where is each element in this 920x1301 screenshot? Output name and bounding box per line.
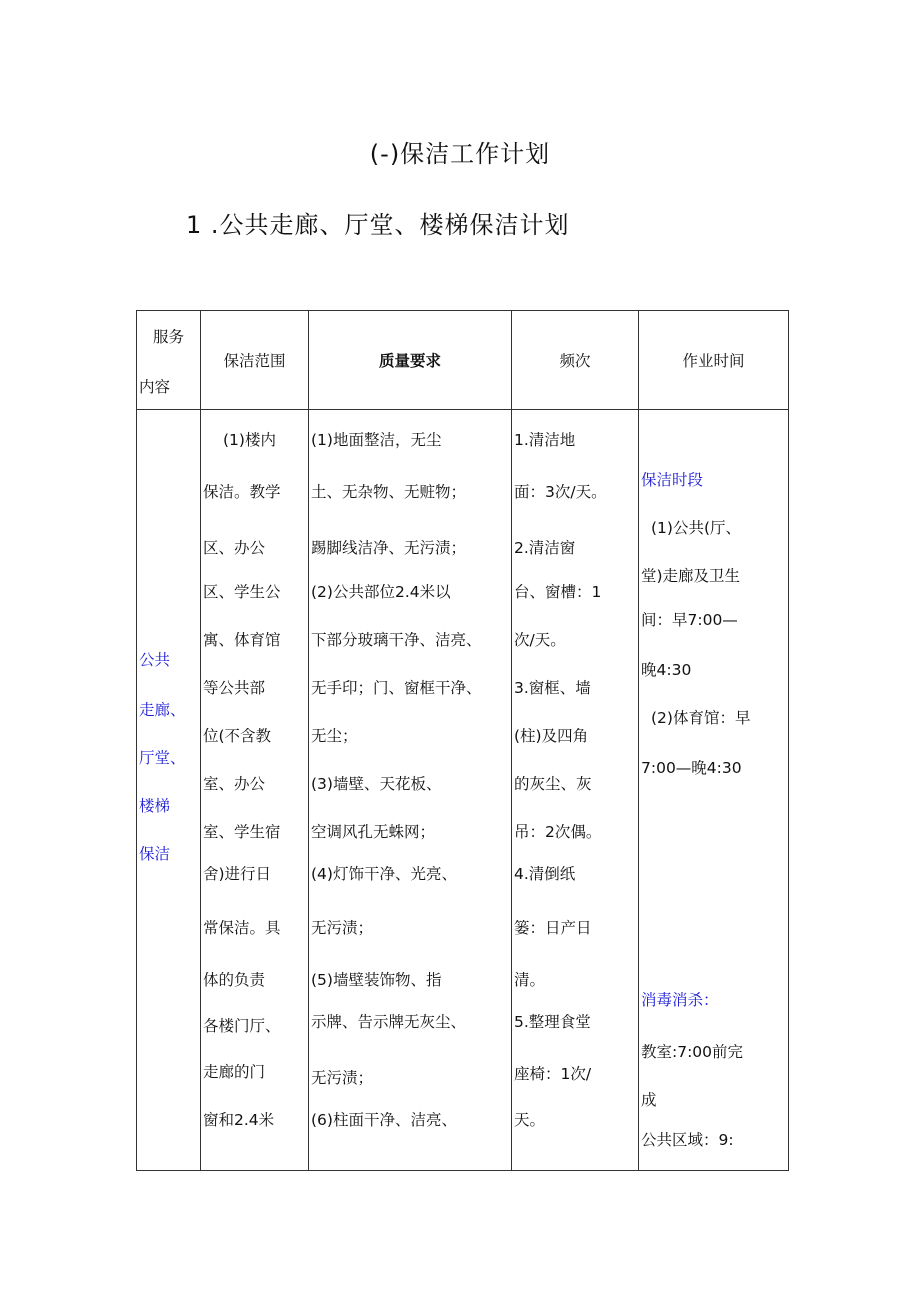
scope-line: 保洁。教学 bbox=[203, 483, 281, 501]
scope-line: 位(不含教 bbox=[203, 727, 272, 745]
scope-line: 区、学生公 bbox=[203, 583, 281, 601]
header-service bbox=[137, 311, 201, 410]
time-line: 堂)走廊及卫生 bbox=[641, 567, 741, 585]
table-row bbox=[137, 410, 789, 1171]
scope-line: 各楼门厅、 bbox=[203, 1017, 281, 1035]
scope-line: 等公共部 bbox=[203, 679, 266, 697]
header-service-line2: 内容 bbox=[139, 378, 171, 396]
scope-line: (1)楼内 bbox=[223, 431, 276, 449]
frequency-line: 1.清洁地 bbox=[514, 431, 576, 449]
header-service-line1: 服务 bbox=[153, 328, 185, 346]
frequency-line: 吊：2次偶。 bbox=[514, 823, 602, 841]
service-line: 保洁 bbox=[139, 845, 171, 863]
quality-line: 土、无杂物、无赃物； bbox=[311, 483, 467, 501]
quality-line: (3)墙壁、天花板、 bbox=[311, 775, 442, 793]
header-time: 作业时间 bbox=[639, 311, 789, 410]
time-line: 教室:7:00前完 bbox=[641, 1043, 744, 1061]
frequency-line: 5.整理食堂 bbox=[514, 1013, 591, 1031]
service-line: 走廊、 bbox=[139, 701, 186, 719]
frequency-line: 2.清洁窗 bbox=[514, 539, 576, 557]
frequency-cell bbox=[512, 410, 639, 1171]
service-line: 厅堂、 bbox=[139, 749, 186, 767]
disinfection-label: 消毒消杀： bbox=[641, 991, 719, 1009]
time-line: 晚4:30 bbox=[641, 661, 692, 679]
quality-line: 踢脚线洁净、无污渍； bbox=[311, 539, 467, 557]
quality-line: 下部分玻璃干净、洁亮、 bbox=[311, 631, 482, 649]
quality-line: 无污渍； bbox=[311, 919, 374, 937]
scope-line: 体的负责 bbox=[203, 971, 266, 989]
quality-line: (2)公共部位2.4米以 bbox=[311, 583, 451, 601]
header-scope: 保洁范围 bbox=[201, 311, 309, 410]
service-line: 公共 bbox=[139, 651, 171, 669]
frequency-line: 座椅：1次/ bbox=[514, 1065, 592, 1083]
frequency-line: 的灰尘、灰 bbox=[514, 775, 592, 793]
cleaning-period-label: 保洁时段 bbox=[641, 471, 704, 489]
quality-line: 示牌、告示牌无灰尘、 bbox=[311, 1013, 467, 1031]
time-cell bbox=[639, 410, 789, 1171]
frequency-line: 篓：日产日 bbox=[514, 919, 592, 937]
time-line: (1)公共(厅、 bbox=[651, 519, 742, 537]
scope-line: 走廊的门 bbox=[203, 1063, 266, 1081]
cleaning-plan-table bbox=[136, 310, 789, 1171]
scope-line: 舍)进行日 bbox=[203, 865, 272, 883]
scope-line: 室、学生宿 bbox=[203, 823, 281, 841]
scope-line: 窗和2.4米 bbox=[203, 1111, 275, 1129]
frequency-line: 清。 bbox=[514, 971, 546, 989]
quality-line: 无污渍； bbox=[311, 1069, 374, 1087]
scope-line: 常保洁。具 bbox=[203, 919, 281, 937]
section-subtitle: 1 .公共走廊、厅堂、楼梯保洁计划 bbox=[186, 211, 570, 239]
frequency-line: (柱)及四角 bbox=[514, 727, 589, 745]
time-line: 成 bbox=[641, 1091, 657, 1109]
quality-line: (5)墙壁装饰物、指 bbox=[311, 971, 442, 989]
frequency-line: 面：3次/天。 bbox=[514, 483, 607, 501]
service-cell bbox=[137, 410, 201, 1171]
quality-cell bbox=[309, 410, 512, 1171]
time-line: 7:00—晚4:30 bbox=[641, 759, 742, 777]
quality-line: (6)柱面干净、洁亮、 bbox=[311, 1111, 457, 1129]
quality-line: 无尘； bbox=[311, 727, 358, 745]
frequency-line: 天。 bbox=[514, 1111, 546, 1129]
quality-line: 无手印；门、窗框干净、 bbox=[311, 679, 482, 697]
time-line: 公共区域：9: bbox=[641, 1131, 734, 1149]
scope-line: 区、办公 bbox=[203, 539, 266, 557]
document-title: (-)保洁工作计划 bbox=[369, 140, 551, 168]
scope-line: 室、办公 bbox=[203, 775, 266, 793]
quality-line: 空调风孔无蛛网； bbox=[311, 823, 436, 841]
quality-line: (4)灯饰干净、光亮、 bbox=[311, 865, 457, 883]
time-line: 间：早7:00— bbox=[641, 611, 738, 629]
frequency-line: 次/天。 bbox=[514, 631, 566, 649]
header-quality: 质量要求 bbox=[309, 311, 512, 410]
frequency-line: 3.窗框、墙 bbox=[514, 679, 591, 697]
scope-cell bbox=[201, 410, 309, 1171]
frequency-line: 台、窗槽：1 bbox=[514, 583, 602, 601]
time-line: (2)体育馆：早 bbox=[651, 709, 751, 727]
quality-line: (1)地面整洁，无尘 bbox=[311, 431, 442, 449]
scope-line: 寓、体育馆 bbox=[203, 631, 281, 649]
header-frequency: 频次 bbox=[512, 311, 639, 410]
service-line: 楼梯 bbox=[139, 797, 171, 815]
frequency-line: 4.清倒纸 bbox=[514, 865, 576, 883]
table-header-row bbox=[137, 311, 789, 410]
